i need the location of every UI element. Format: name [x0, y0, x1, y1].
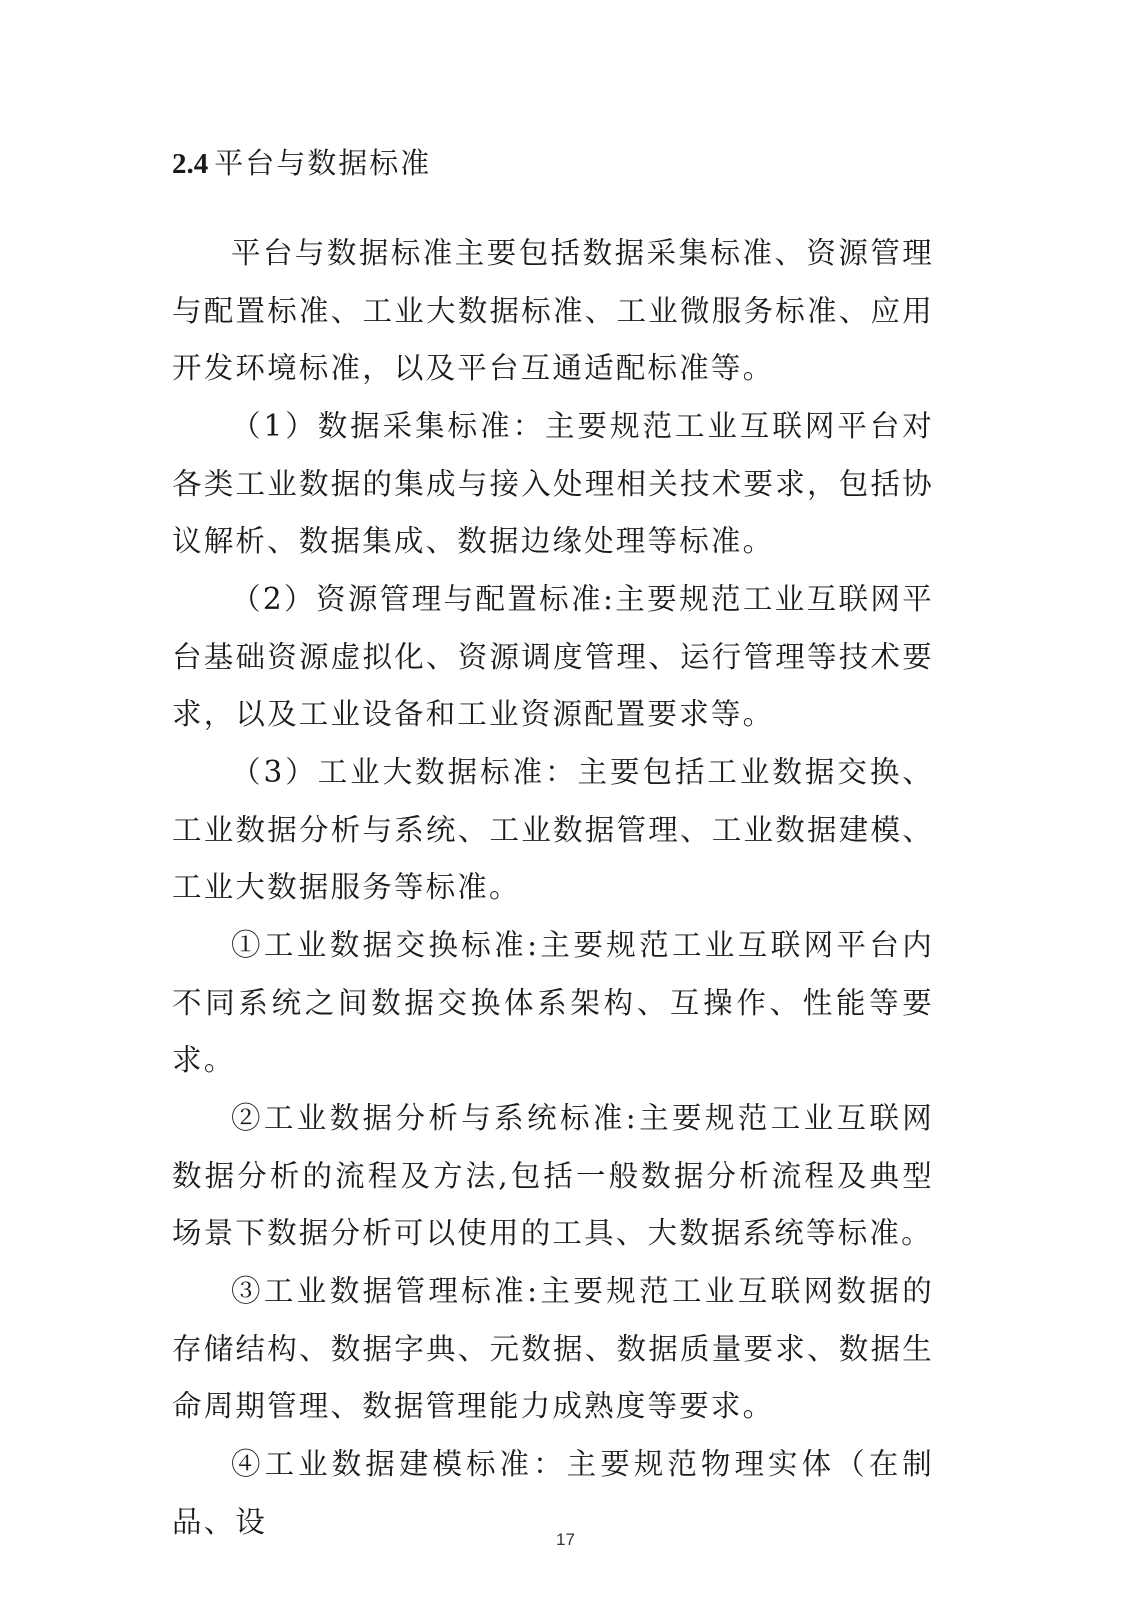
section-title: 平台与数据标准 — [214, 146, 432, 180]
paragraph-data-exchange: ①工业数据交换标准:主要规范工业互联网平台内不同系统之间数据交换体系架构、互操作、性能等要求。 — [172, 928, 934, 1077]
paragraph-resource-management: （2）资源管理与配置标准:主要规范工业互联网平台基础资源虚拟化、资源调度管理、运行管理等技术要求，以及工业设备和工业资源配置要求等。 — [172, 582, 934, 731]
page-number: 17 — [556, 1530, 575, 1549]
paragraph-intro: 平台与数据标准主要包括数据采集标准、资源管理与配置标准、工业大数据标准、工业微服务标准、应用开发环境标准，以及平台互通适配标准等。 — [172, 236, 934, 385]
section-heading — [172, 142, 431, 185]
section-number: 2.4 — [172, 148, 209, 180]
paragraph-data-analysis: ②工业数据分析与系统标准:主要规范工业互联网数据分析的流程及方法,包括一般数据分析流程及典型场景下数据分析可以使用的工具、大数据系统等标准。 — [172, 1101, 934, 1250]
body-text — [172, 225, 934, 1552]
paragraph-data-management: ③工业数据管理标准:主要规范工业互联网数据的存储结构、数据字典、元数据、数据质量要求、数据生命周期管理、数据管理能力成熟度等要求。 — [172, 1274, 934, 1423]
paragraph-data-modeling: ④工业数据建模标准：主要规范物理实体（在制品、设 — [172, 1447, 934, 1539]
paragraph-data-collection: （1）数据采集标准：主要规范工业互联网平台对各类工业数据的集成与接入处理相关技术要求，包括协议解析、数据集成、数据边缘处理等标准。 — [172, 409, 934, 558]
paragraph-industrial-big-data: （3）工业大数据标准：主要包括工业数据交换、工业数据分析与系统、工业数据管理、工业数据建模、工业大数据服务等标准。 — [172, 755, 934, 904]
